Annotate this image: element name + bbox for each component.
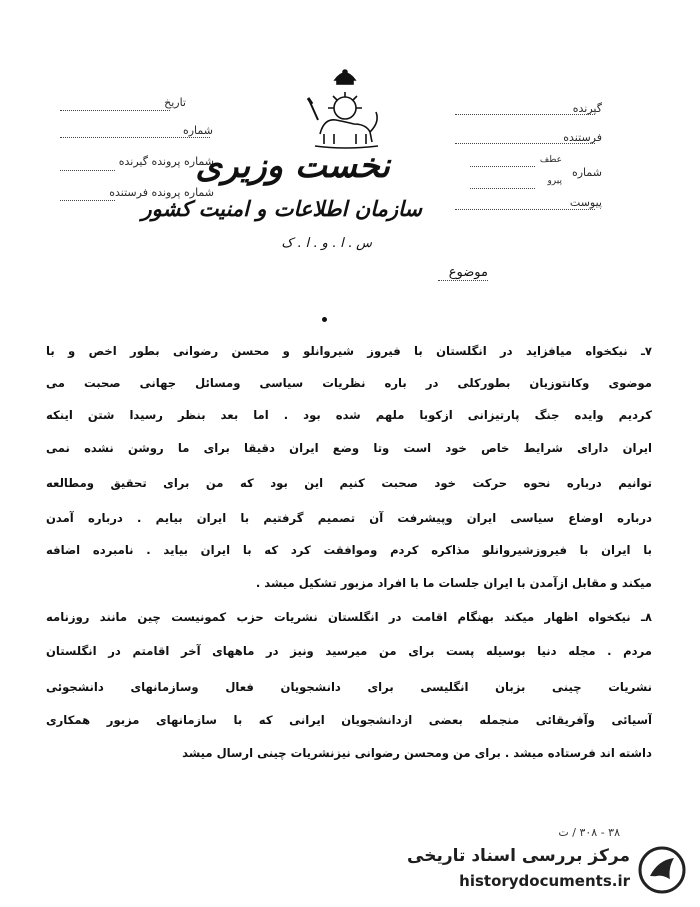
body-line: ایران دارای شرایط خاص خود است وتا وضع ایران دقیقا برای ما روشن نشده نمی: [46, 441, 652, 455]
document-reference: ۳۸ - ۳۰۸ / ت: [558, 826, 620, 839]
attachment-label: پیوست: [569, 196, 602, 209]
watermark-url: historydocuments.ir: [459, 872, 630, 890]
bullet-dot: [322, 317, 327, 322]
body-line: توانیم درباره نحوه حرکت خود صحبت کنیم این بود که من برای تحقیق ومطالعه: [46, 476, 652, 490]
subject-label: موضوع: [448, 265, 488, 280]
organization-name: سازمان اطلاعات و امنیت کشور: [141, 196, 422, 221]
body-line: داشته اند فرستاده میشد . برای من ومحسن رضوانی نیزنشریات چینی ارسال میشد: [182, 746, 652, 760]
archive-watermark: [407, 840, 690, 900]
ref-label: عطف: [539, 155, 562, 165]
sender-label: فرستنده: [563, 131, 602, 144]
body-line: آسیائی وآفریقائی منجمله بعضی ازدانشجویان ایرانی که با سازمانهای مزبور همکاری: [46, 713, 652, 727]
archive-logo-icon: [638, 846, 686, 894]
attachment-field-line: [455, 209, 595, 210]
sender-file-line: [60, 200, 115, 201]
date-label: تاریخ: [164, 96, 186, 109]
body-line: با ایران با فیروزشیروانلو مذاکره کردم وموافقت کرد که با ایران بیاید . نامبرده اضافه: [46, 543, 652, 557]
recipient-label: گیرنده: [572, 102, 602, 115]
organization-code: س . ا . و . ا . ک: [281, 236, 372, 251]
body-line: مردم . مجله دنیا بوسیله پست برای من میرسید ونیز در ماههای آخر اقامتم در انگلستان: [46, 644, 652, 658]
subject-field-line: [438, 280, 488, 281]
body-line: درباره اوضاع سیاسی ایران وپیشرفت آن تصمیم گرفتیم با ایران بیایم . درباره آمدن: [46, 511, 652, 525]
number-field-line-left: [60, 137, 210, 138]
follow-label: پیرو: [547, 176, 562, 186]
sender-file-label: شماره پرونده فرستنده: [109, 186, 214, 199]
sender-field-line: [455, 143, 595, 144]
body-line: کردیم وایده جنگ پارتیزانی ازکوبا ملهم شده بود . اما بعد بنظر رسیدا شتن اینکه: [46, 408, 652, 422]
follow-field-line: [470, 188, 535, 189]
lion-and-sun-emblem-icon: [290, 62, 400, 150]
ref-field-line: [470, 166, 535, 167]
recipient-file-label: شماره پرونده گیرنده: [118, 155, 214, 168]
date-field-line: [60, 110, 170, 111]
body-line: ۸ـ نیکخواه اظهار میکند بهنگام اقامت در انگلستان نشریات حزب کمونیست چین مانند روزنامه: [46, 610, 652, 624]
body-line: نشریات چینی بزبان انگلیسی برای دانشجویان فعال وسازمانهای دانشجوئی: [46, 680, 652, 694]
number-label-right: شماره: [571, 166, 602, 179]
body-line: ۷ـ نیکخواه میافزاید در انگلستان با فیروز شیروانلو و محسن رضوانی بطور اخص و با: [46, 344, 652, 358]
body-line: میکند و مقابل ازآمدن با ایران جلسات ما با افراد مزبور تشکیل میشد .: [255, 576, 652, 590]
recipient-field-line: [455, 114, 595, 115]
letterhead-title: نخست وزیری: [195, 146, 390, 186]
body-line: موضوی وکانتوزیان بطورکلی در باره نظریات سیاسی ومسائل جهانی صحبت می: [46, 376, 652, 390]
recipient-file-line: [60, 170, 115, 171]
watermark-title: مرکز بررسی اسناد تاریخی: [407, 846, 630, 866]
number-label-left: شماره: [182, 124, 213, 137]
